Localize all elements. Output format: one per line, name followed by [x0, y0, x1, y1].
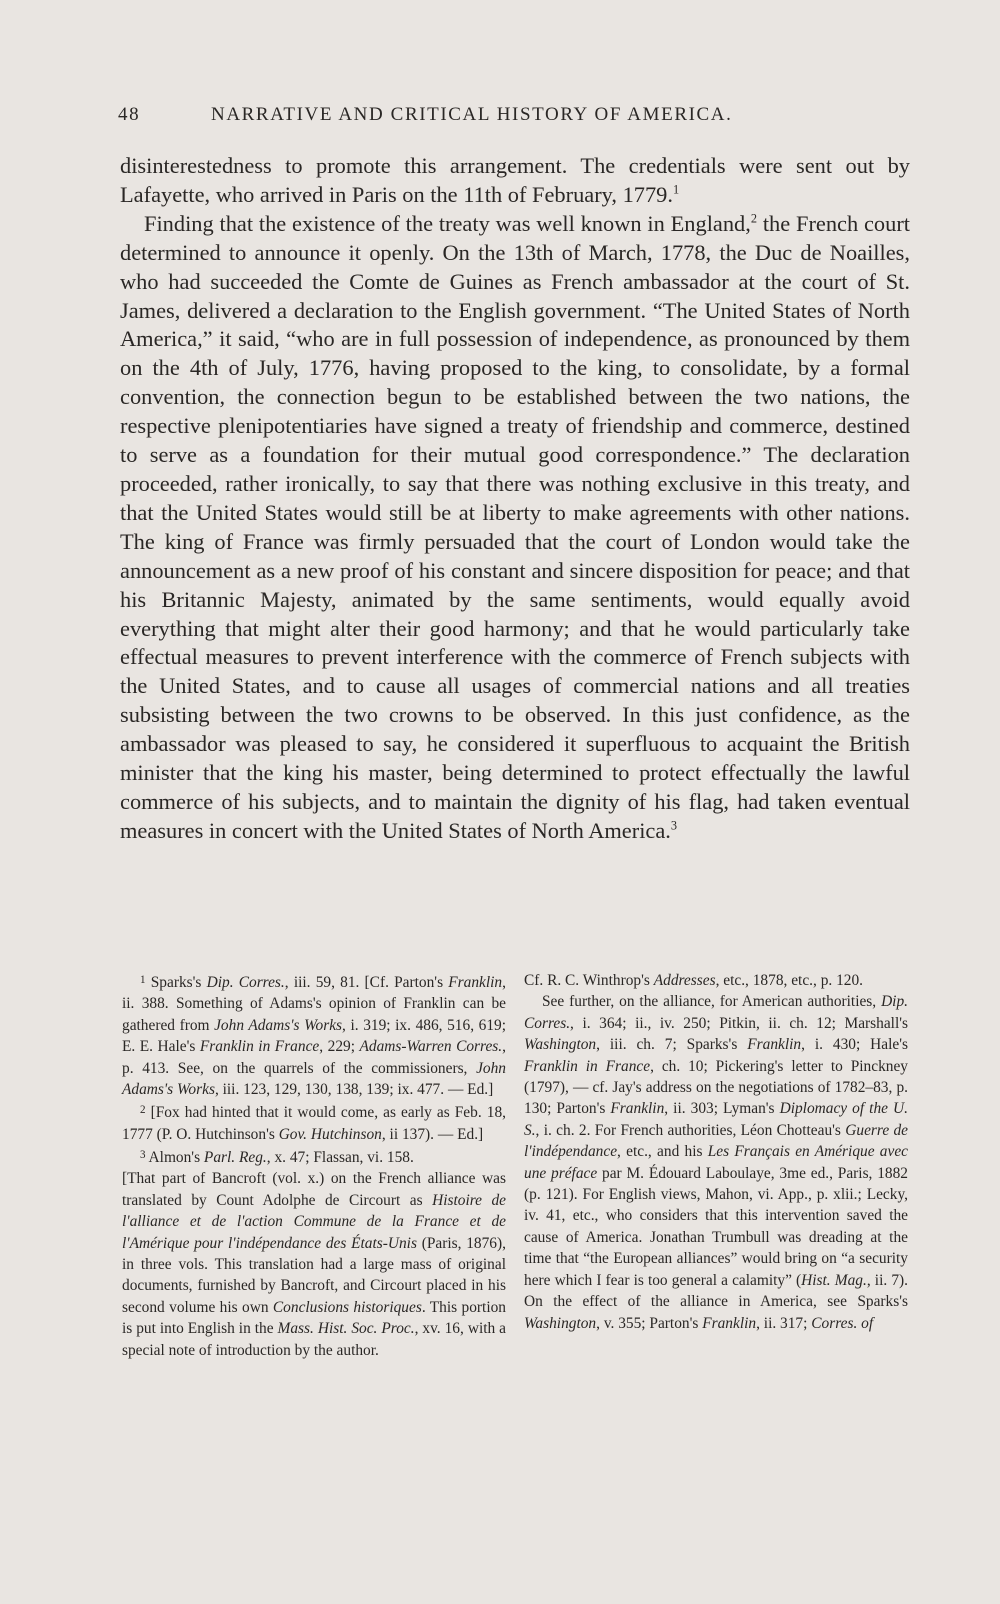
footnotes-right-column [524, 970, 908, 1334]
text-run: , iii. 123, 129, 130, 138, 139; ix. 477. — Ed.] [214, 1080, 494, 1098]
footnotes-left-column [122, 970, 506, 1361]
italic-title: Washington [524, 1036, 597, 1054]
italic-title: Parl. Reg. [203, 1148, 267, 1166]
running-title: NARRATIVE AND CRITICAL HISTORY OF AMERICA. [211, 104, 733, 125]
italic-title: Franklin [610, 1100, 665, 1118]
text-run: , ch. 10; Pickering's letter to Pinckney (1797), — cf. Jay's address on the negotiations of 1782–83, p. 130; Parton's [524, 1057, 908, 1118]
footnote-ref-3: 3 [670, 818, 678, 833]
text-run: , xv. 16, with a special note of introduction by the author. [122, 1320, 506, 1359]
text-run: , i. 430; Hale's [801, 1036, 909, 1054]
text-run: (Paris, 1876), in three vols. This translation had a large mass of original documents, furnished by Bancroft, and Circourt placed in his second volume his own [122, 1234, 506, 1316]
italic-title: Dip. Corres. [524, 993, 908, 1032]
italic-title: John Adams's Works [214, 1016, 343, 1034]
text-run: [That part of Bancroft (vol. x.) on the French alliance was translated by Count Adolphe de Circourt as [122, 1170, 506, 1209]
italic-title: Franklin [448, 973, 503, 991]
italic-title: Guerre de l'indépendance [524, 1121, 908, 1161]
text-run: , etc., 1878, etc., p. 120. [715, 972, 864, 989]
text-run: , i. ch. 2. For French authorities, Léon Chotteau's [535, 1121, 846, 1139]
italic-title: Diplomacy of the U. S. [524, 1100, 908, 1139]
text-run: Cf. R. C. Winthrop's [524, 972, 654, 989]
text-run: . This portion is put into English in the [122, 1298, 506, 1338]
italic-title: Mass. Hist. Soc. Proc. [277, 1320, 415, 1338]
footnote-3-continued [122, 1168, 506, 1361]
text-run: , ii. 7). On the effect of the alliance in America, see Sparks's [524, 1271, 908, 1311]
italic-title: Corres. of [811, 1314, 874, 1332]
italic-title: Franklin in France [524, 1057, 651, 1075]
text-run: , ii. 317; [756, 1314, 812, 1332]
text-run: , iii. ch. 7; Sparks's [596, 1036, 748, 1054]
italic-title: Addresses [653, 972, 716, 989]
paragraph-2: Finding that the existence of the treaty was well known in England,$^2$ the French court determined to announce it openly. On the 13th of March, 1778, the Duc de Noailles, who had succeeded the Comte de Guines as French ambassador at the court of St. James, delivered a declaration to the English government. “The United States of North America,” it said, “who are in full possession of independence, as pronounced by them on the 4th of July, 1776, having proposed to the king, to consolidate, by a formal convention, the connection begun to be established between the two nations, the respective plenipotentiaries have signed a treaty of friendship and commerce, destined to serve as a foundation for their mutual good correspondence.” The declaration proceeded, rather ironically, to say that there was nothing exclusive in this treaty, and that the United States would still be at liberty to make agreements with other nations. The king of France was firmly persuaded that the court of London would take the announcement as a new proof of his constant and sincere disposition for peace; and that his Britannic Majesty, animated by the same sentiments, would equally avoid everything that might alter their good harmony; and that he would particularly take effectual measures to prevent interference with the commerce of French subjects with the United States, and to cause all usages of commercial nations and all treaties subsisting between the two crowns to be observed. In this just confidence, as the ambassador was pleased to say, he considered it superfluous to acquaint the British minister that the king his master, being determined to protect effectually the lawful commerce of his subjects, and to maintain the dignity of his flag, had taken eventual measures in concert with the United States of North America.$^3$ [120, 210, 910, 843]
footnote-ref-2: 2 [750, 211, 757, 226]
italic-title: Adams-Warren Corres. [359, 1038, 503, 1056]
footnote-1: $^1$ Sparks's Dip. Corres., iii. 59, 81. [Cf. Parton's Franklin, ii. 388. Something of Adams's opinion of Franklin can be gathered from John Adams's Works, i. 319; ix. 486, 516, 619; E. E. Hale's Franklin in France, 229; Adams-Warren Corres., p. 413. See, on the quarrels of the commissioners, John Adams's Works, iii. 123, 129, 130, 138, 139; ix. 477. — Ed.] [122, 973, 506, 1098]
text-run: Almon's [148, 1148, 204, 1166]
footnote-ref-1: 1 [672, 182, 680, 197]
italic-title: Franklin [702, 1314, 757, 1332]
page-number: 48 [118, 104, 141, 125]
text-run: , ii 137). — Ed.] [381, 1125, 484, 1143]
italic-title: Franklin in France [199, 1038, 320, 1056]
text-run: , ii. 388. Something of Adams's opinion of Franklin can be gathered from [122, 973, 506, 1034]
footnote-3-further [524, 991, 908, 1334]
text-run: , p. 413. See, on the quarrels of the commissioners, [122, 1038, 506, 1077]
text-run: Sparks's [150, 973, 207, 991]
text-run: , i. 364; ii., iv. 250; Pitkin, ii. ch. 12; Marshall's [570, 1014, 908, 1032]
italic-title: Les Français en Amérique avec une préface [524, 1143, 908, 1182]
italic-title: Dip. Corres. [206, 973, 285, 991]
body-text [120, 152, 910, 846]
paragraph-1: disinterestedness to promote this arrangement. The credentials were sent out by Lafayette, who arrived in Paris on the 11th of February, 1779.$^1$ [120, 153, 910, 207]
footnote-3: $^3$ Almon's Parl. Reg., x. 47; Flassan, vi. 158. [140, 1148, 414, 1166]
footnote-2: $^2$ [Fox had hinted that it would come, as early as Feb. 18, 1777 (P. O. Hutchinson's Gov. Hutchinson, ii 137). — Ed.] [122, 1104, 506, 1143]
italic-title: Gov. Hutchinson [278, 1125, 382, 1143]
italic-title: Washington [524, 1314, 597, 1332]
italic-title: Hist. Mag. [801, 1271, 867, 1289]
text-run: par M. Édouard Laboulaye, 3me ed., Paris, 1882 (p. 121). For English views, Mahon, vi. App., p. xlii.; Lecky, iv. 41, etc., who considers that this intervention saved the cause of America. Jonathan Trumbull was dreading at the time that “the European alliances” would bring on “a security here which I fear is too general a calamity” ( [524, 1164, 909, 1289]
text-run: , i. 319; ix. 486, 516, 619; E. E. Hale's [122, 1016, 506, 1056]
text-run: , v. 355; Parton's [596, 1314, 703, 1332]
text-run: , x. 47; Flassan, vi. 158. [266, 1148, 414, 1166]
text-run: , iii. 59, 81. [Cf. Parton's [284, 973, 449, 991]
text-run: [Fox had hinted that it would come, as early as Feb. 18, 1777 (P. O. Hutchinson's [122, 1104, 506, 1143]
italic-title: Conclusions historiques [272, 1298, 422, 1316]
italic-title: Histoire de l'alliance et de l'action Commune de la France et de l'Amérique pour l'indépendance des États-Unis [122, 1191, 506, 1252]
italic-title: Franklin [747, 1036, 802, 1054]
text-run: , 229; [319, 1038, 360, 1056]
text-run: See further, on the alliance, for American authorities, [542, 993, 882, 1011]
italic-title: John Adams's Works [122, 1059, 506, 1098]
text-run: , ii. 303; Lyman's [664, 1100, 780, 1118]
footnote-3-winthrop [524, 970, 908, 991]
text-run: , etc., and his [617, 1143, 708, 1161]
